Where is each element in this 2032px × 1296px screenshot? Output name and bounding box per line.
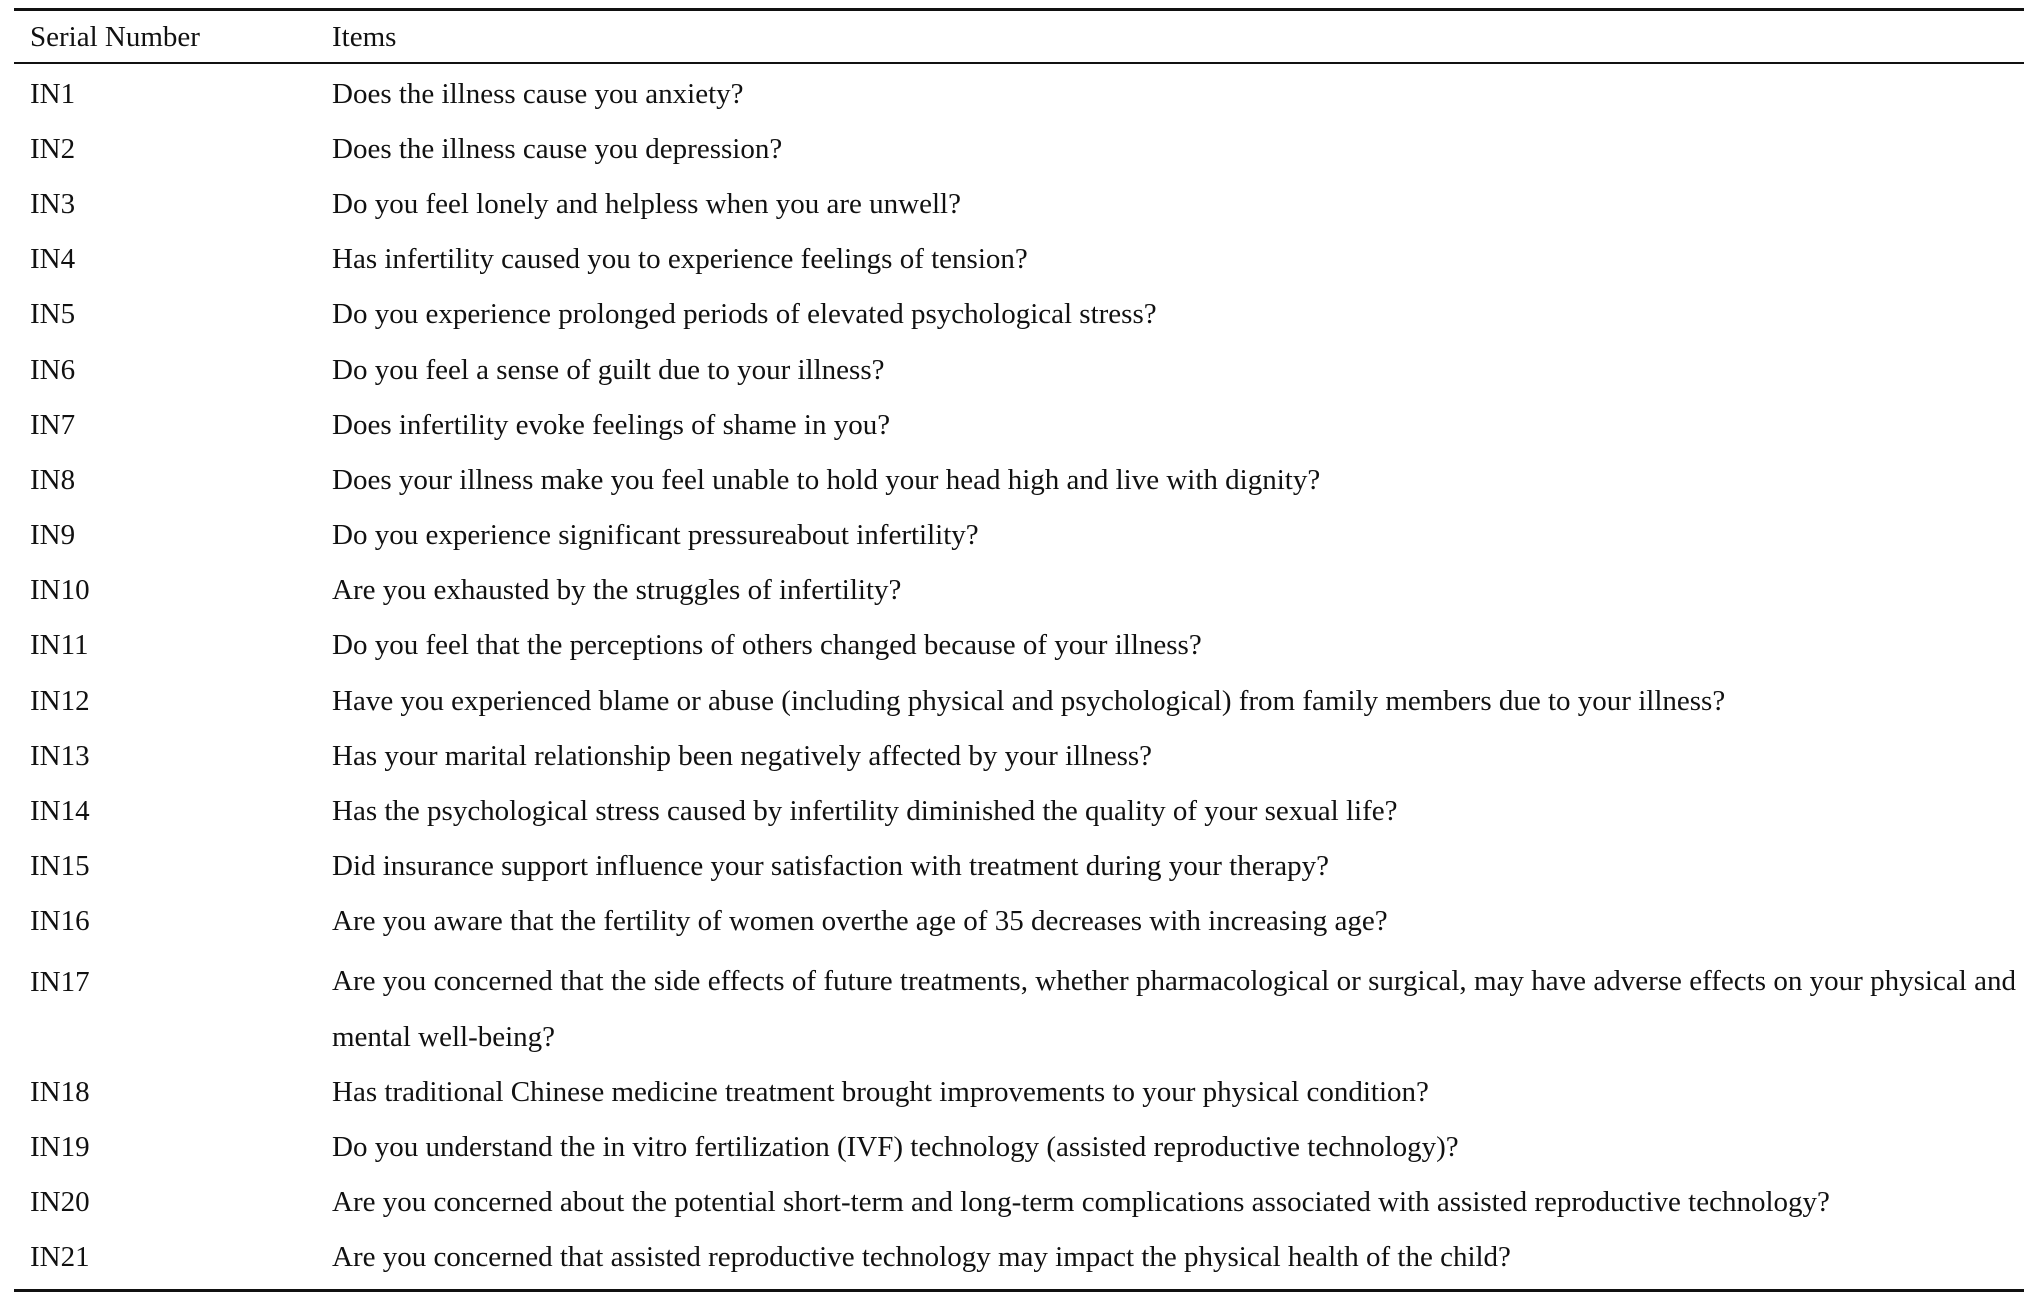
questionnaire-table	[14, 8, 2024, 1292]
table-row	[14, 673, 2024, 728]
item-cell: Has the psychological stress caused by infertility diminished the quality of your sexual life?	[332, 795, 1398, 828]
table-row	[14, 232, 2024, 287]
table-row	[14, 508, 2024, 563]
serial-number-cell: IN21	[30, 1241, 90, 1274]
table-row	[14, 342, 2024, 397]
serial-number-cell: IN3	[30, 187, 76, 220]
serial-number-cell: IN18	[30, 1075, 90, 1108]
table-row	[14, 894, 2024, 949]
table-row	[14, 397, 2024, 452]
serial-number-cell: IN20	[30, 1185, 90, 1218]
item-cell: Are you aware that the fertility of women overthe age of 35 decreases with increasing age?	[332, 905, 1388, 938]
item-cell: Does your illness make you feel unable to hold your head high and live with dignity?	[332, 463, 1321, 496]
serial-number-cell: IN5	[30, 298, 76, 331]
item-cell: Are you concerned about the potential short-term and long-term complications associated with assisted reproductive technology?	[332, 1185, 1830, 1218]
item-cell: Do you feel that the perceptions of others changed because of your illness?	[332, 629, 1202, 662]
table-header-row	[14, 11, 2024, 62]
serial-number-header: Serial Number	[30, 20, 200, 53]
item-cell: Have you experienced blame or abuse (including physical and psychological) from family members due to your illness?	[332, 684, 1726, 717]
serial-number-cell: IN15	[30, 850, 90, 883]
item-cell: Do you understand the in vitro fertilization (IVF) technology (assisted reproductive technology)?	[332, 1130, 1459, 1163]
table-body	[14, 64, 2024, 1289]
item-cell: Has your marital relationship been negatively affected by your illness?	[332, 739, 1153, 772]
table-row	[14, 121, 2024, 176]
serial-number-cell: IN19	[30, 1130, 90, 1163]
serial-number-cell: IN4	[30, 243, 76, 276]
item-cell: Do you feel a sense of guilt due to your illness?	[332, 353, 885, 386]
item-cell: Do you feel lonely and helpless when you are unwell?	[332, 187, 961, 220]
item-cell: Are you concerned that assisted reproductive technology may impact the physical health of the child?	[332, 1241, 1511, 1274]
table-row	[14, 287, 2024, 342]
item-cell: Do you experience significant pressureabout infertility?	[332, 519, 979, 552]
serial-number-cell: IN12	[30, 684, 90, 717]
table-row	[14, 176, 2024, 231]
table-row	[14, 1230, 2024, 1285]
item-cell: Does infertility evoke feelings of shame in you?	[332, 408, 891, 441]
item-cell: Has infertility caused you to experience feelings of tension?	[332, 243, 1028, 276]
table-row	[14, 728, 2024, 783]
serial-number-cell: IN14	[30, 795, 90, 828]
table-row	[14, 1119, 2024, 1174]
serial-number-cell: IN8	[30, 463, 76, 496]
items-header: Items	[332, 20, 397, 53]
serial-number-cell: IN1	[30, 77, 76, 110]
serial-number-cell: IN7	[30, 408, 76, 441]
item-cell: Do you experience prolonged periods of elevated psychological stress?	[332, 298, 1157, 331]
serial-number-cell: IN2	[30, 132, 76, 165]
item-cell: Are you exhausted by the struggles of infertility?	[332, 574, 902, 607]
table-row	[14, 949, 2024, 1064]
serial-number-cell: IN16	[30, 905, 90, 938]
table-row	[14, 618, 2024, 673]
table-bottom-rule	[14, 1289, 2024, 1292]
table-row	[14, 563, 2024, 618]
serial-number-cell: IN9	[30, 519, 76, 552]
serial-number-cell: IN6	[30, 353, 76, 386]
item-cell: Did insurance support influence your satisfaction with treatment during your therapy?	[332, 850, 1329, 883]
table-row	[14, 66, 2024, 121]
table-row	[14, 452, 2024, 507]
serial-number-cell: IN13	[30, 739, 90, 772]
item-cell: Has traditional Chinese medicine treatment brought improvements to your physical condition?	[332, 1075, 1429, 1108]
table-row	[14, 1174, 2024, 1229]
item-cell: Does the illness cause you depression?	[332, 132, 783, 165]
item-cell: Does the illness cause you anxiety?	[332, 77, 744, 110]
item-cell: Are you concerned that the side effects of future treatments, whether pharmacological or surgical, may have adverse effects on your physical and mental well-being?	[332, 965, 2016, 1053]
table-row	[14, 1064, 2024, 1119]
table-row	[14, 839, 2024, 894]
serial-number-cell: IN11	[30, 629, 89, 662]
serial-number-cell: IN10	[30, 574, 90, 607]
table-row	[14, 783, 2024, 838]
serial-number-cell: IN17	[30, 966, 90, 998]
